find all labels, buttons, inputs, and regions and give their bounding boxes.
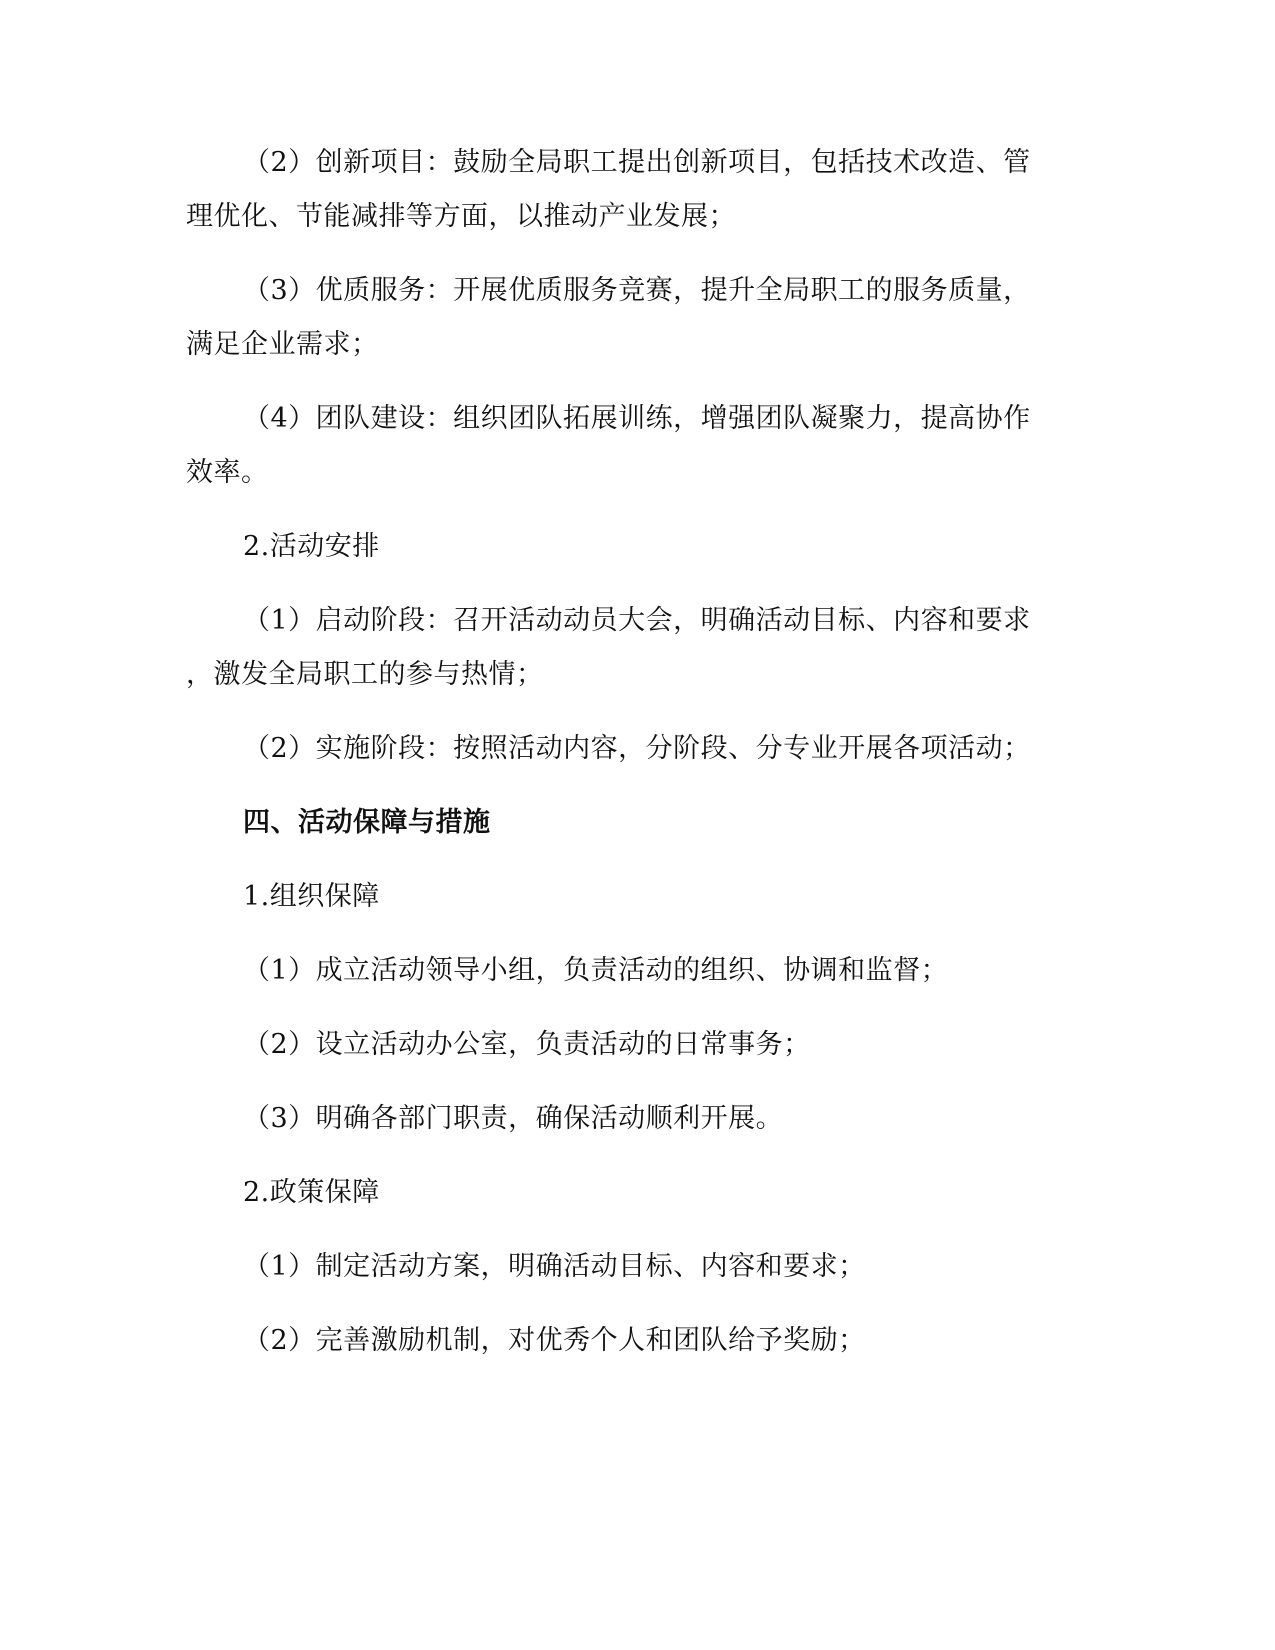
paragraph-line: （2）创新项目：鼓励全局职工提出创新项目，包括技术改造、管	[243, 147, 1031, 178]
paragraph-line: 满足企业需求；	[186, 329, 379, 360]
paragraph-line: （2）完善激励机制，对优秀个人和团队给予奖励；	[243, 1325, 866, 1356]
paragraph-line: （1）启动阶段：召开活动动员大会，明确活动目标、内容和要求	[243, 605, 1031, 636]
paragraph-line: （2）设立活动办公室，负责活动的日常事务；	[243, 1029, 811, 1060]
paragraph-line: （3）优质服务：开展优质服务竞赛，提升全局职工的服务质量，	[243, 275, 1031, 306]
paragraph-line: （4）团队建设：组织团队拓展训练，增强团队凝聚力，提高协作	[243, 403, 1031, 434]
paragraph-line: （1）成立活动领导小组，负责活动的组织、协调和监督；	[243, 955, 949, 986]
paragraph-line: 理优化、节能减排等方面，以推动产业发展；	[186, 201, 736, 232]
paragraph-line: （3）明确各部门职责，确保活动顺利开展。	[243, 1103, 784, 1134]
paragraph-line: （1）制定活动方案，明确活动目标、内容和要求；	[243, 1251, 866, 1282]
subsection-heading: 2.活动安排	[243, 531, 380, 562]
subsection-heading: 1.组织保障	[243, 881, 380, 912]
paragraph-line: ，激发全局职工的参与热情；	[186, 659, 544, 690]
paragraph-line: 效率。	[186, 457, 269, 488]
subsection-heading: 2.政策保障	[243, 1177, 380, 1208]
paragraph-line: （2）实施阶段：按照活动内容，分阶段、分专业开展各项活动；	[243, 733, 1031, 764]
section-heading: 四、活动保障与措施	[243, 807, 491, 838]
